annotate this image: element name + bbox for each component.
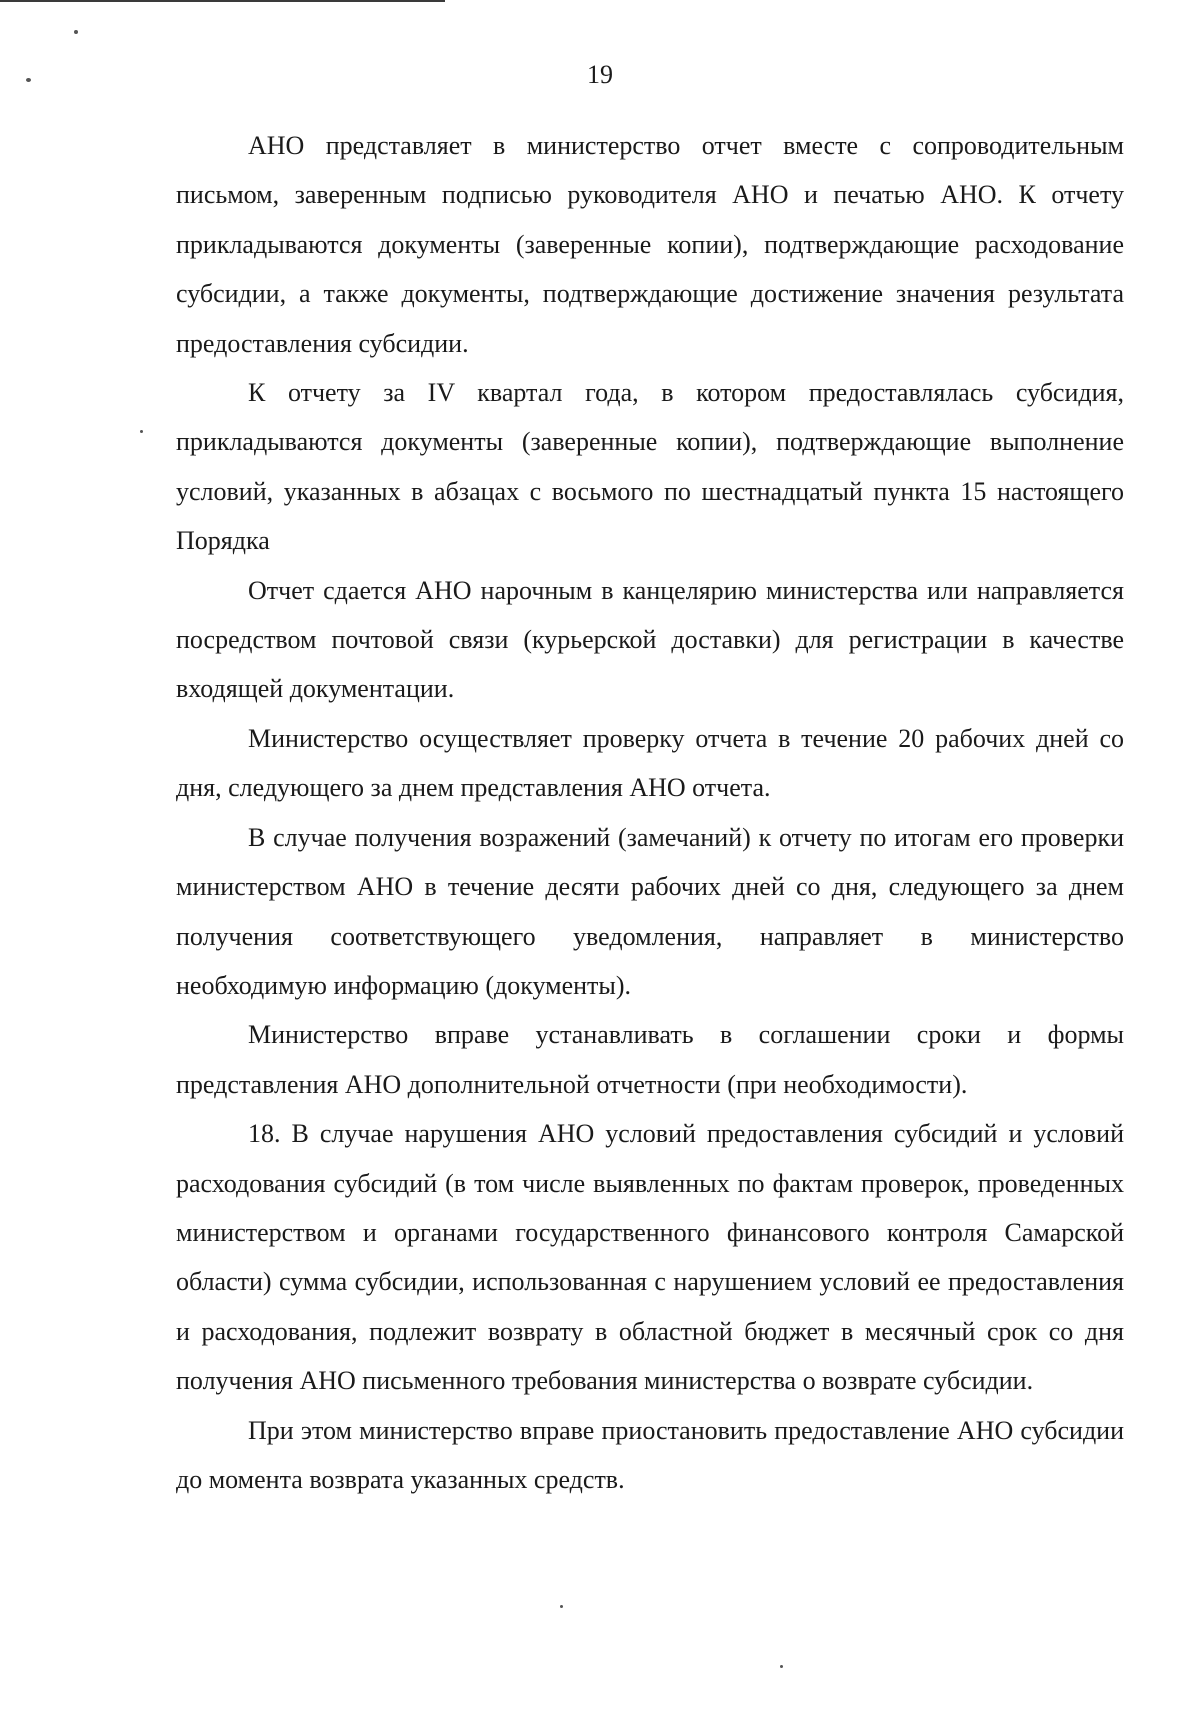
paragraph-additional-reporting: Министерство вправе устанавливать в соглашении сроки и формы представления АНО дополнительной отчетности (при необходимости). — [176, 1020, 1124, 1099]
scan-speck — [560, 1605, 563, 1608]
scan-speck — [74, 30, 78, 34]
scan-speck — [780, 1665, 783, 1668]
page-number: 19 — [587, 60, 613, 89]
paragraph-report-review: Министерство осуществляет проверку отчета в течение 20 рабочих дней со дня, следующего за днем представления АНО отчета. — [176, 723, 1124, 803]
paragraph-item-18-violation: 18. В случае нарушения АНО условий предоставления субсидий и условий расходования субсидий (в том числе выявленных по фактам проверок, проведенных министерством и органами государственного финансового контроля Самарской области) сумма субсидии, использованная с нарушением условий ее предоставления и расходования, подлежит возврату в областной бюджет в месячный срок со дня получения АНО письменного требования министерства о возврате субсидии. — [176, 1119, 1124, 1396]
scan-speck — [140, 430, 143, 433]
scan-edge-line — [0, 0, 445, 2]
paragraph-objections: В случае получения возражений (замечаний) к отчету по итогам его проверки министерством АНО в течение десяти рабочих дней со дня, следующего за днем получения соответствующего уведомления, направляет в министерство необходимую информацию (документы). — [176, 822, 1124, 1000]
paragraph-suspension: При этом министерство вправе приостановить предоставление АНО субсидии до момента возврата указанных средств. — [176, 1415, 1124, 1494]
document-body — [176, 121, 1124, 1504]
paragraph-q4-report: К отчету за IV квартал года, в котором предоставлялась субсидия, прикладываются документы (заверенные копии), подтверждающие выполнение условий, указанных в абзацах с восьмого по шестнадцатый пункта 15 настоящего Порядка — [176, 378, 1124, 556]
paragraph-report-submission: АНО представляет в министерство отчет вместе с сопроводительным письмом, заверенным подписью руководителя АНО и печатью АНО. К отчету прикладываются документы (заверенные копии), подтверждающие расходование субсидии, а также документы, подтверждающие достижение значения результата предоставления субсидии. — [176, 131, 1124, 358]
paragraph-report-delivery: Отчет сдается АНО нарочным в канцелярию министерства или направляется посредством почтовой связи (курьерской доставки) для регистрации в качестве входящей документации. — [176, 575, 1124, 704]
